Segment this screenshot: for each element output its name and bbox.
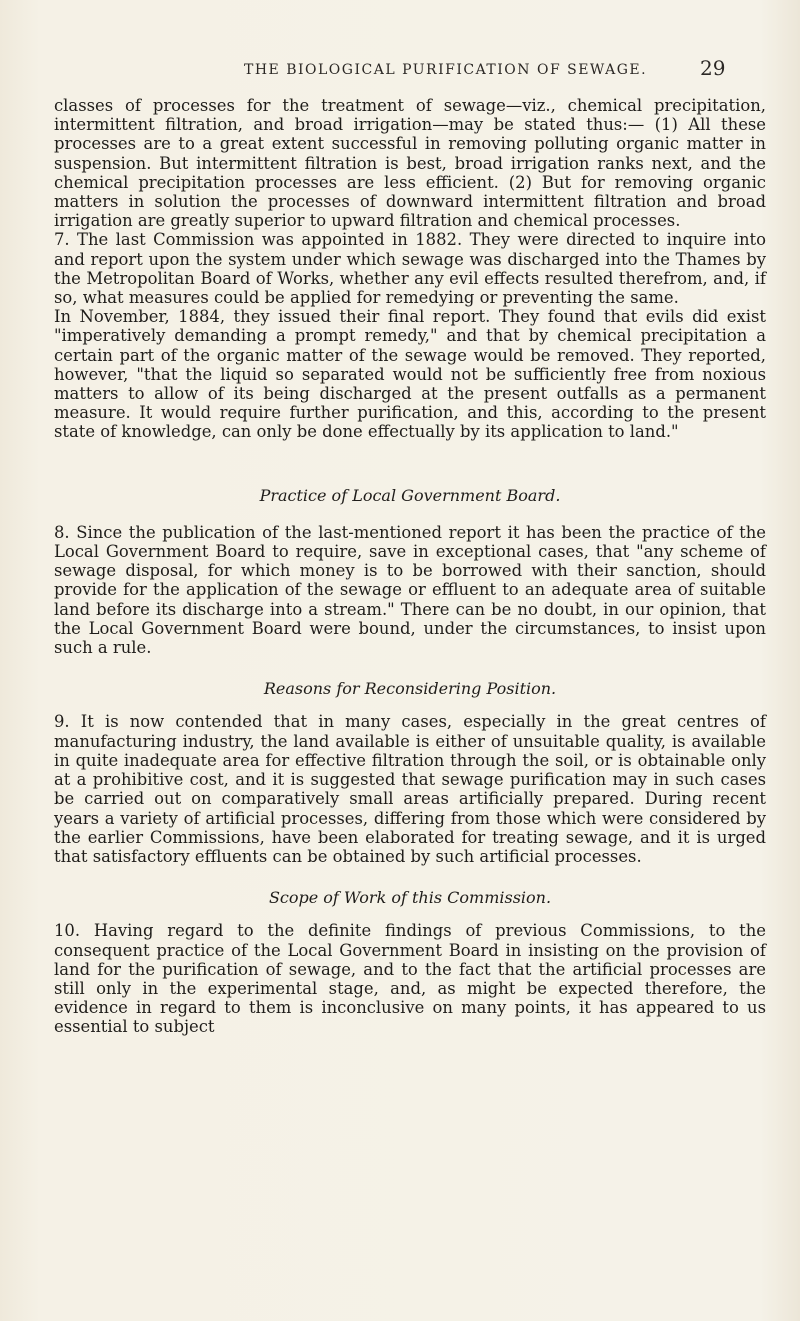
paragraph-10: 10. Having regard to the definite findings of previous Commissions, to the consequent practice of the Local Government Board in insisting on the provision of land for the purification of sewage, and to the fact that the artificial processes are still only in the experimental stage, and, as might be expected therefore, the evidence in regard to them is inconclusive on many points, it has appeared to us essential to subject [54, 921, 766, 1037]
section-heading-reasons: Reasons for Reconsidering Position. [263, 679, 557, 699]
section-heading-practice: Practice of Local Government Board. [259, 485, 561, 505]
page-number: 29 [700, 56, 726, 80]
paragraph-classes-of-processes: classes of processes for the treatment of sewage—viz., chemical precipitation, intermittent filtration, and broad irrigation—may be stated thus:— (1) All these processes are to a great extent successful in removing polluting organic matter in suspension. But intermittent filtration is best, broad irrigation ranks next, and the chemical precipitation processes are less efficient. (2) But for removing organic matters in solution the processes of downward intermittent filtration and broad irrigation are greatly superior to upward filtration and chemical processes. [54, 96, 766, 231]
body-text [54, 96, 766, 1037]
paragraph-7: 7. The last Commission was appointed in 1882. They were directed to inquire into and report upon the system under which sewage was discharged into the Thames by the Metropolitan Board of Works, whether any evil effects resulted therefrom, and, if so, what measures could be applied for remedying or preventing the same. [54, 230, 766, 308]
running-title: THE BIOLOGICAL PURIFICATION OF SEWAGE. [244, 62, 648, 78]
section-heading-scope: Scope of Work of this Commission. [268, 888, 552, 908]
paragraph-9: 9. It is now contended that in many cases, especially in the great centres of manufacturing industry, the land available is either of unsuitable quality, is available in quite inadequate area for effective filtration through the soil, or is obtainable only at a prohibitive cost, and it is suggested that sewage purification may in such cases be carried out on comparatively small areas artificially prepared. During recent years a variety of artificial processes, differing from those which were considered by the earlier Commissions, have been elaborated for treating sewage, and it is urged that satisfactory effluents can be obtained by such artificial processes. [54, 712, 766, 866]
paragraph-november-1884: In November, 1884, they issued their final report. They found that evils did exist "imperatively demanding a prompt remedy," and that by chemical precipitation a certain part of the organic matter of the sewage would be removed. They reported, however, "that the liquid so separated would not be sufficiently free from noxious matters to allow of its being discharged at the present outfalls as a permanent measure. It would require further purification, and this, according to the present state of knowledge, can only be done effectually by its application to land." [54, 307, 766, 442]
paragraph-8: 8. Since the publication of the last-mentioned report it has been the practice of the Local Government Board to require, save in exceptional cases, that "any scheme of sewage disposal, for which money is to be borrowed with their sanction, should provide for the application of the sewage or effluent to an adequate area of suitable land before its discharge into a stream." There can be no doubt, in our opinion, that the Local Government Board were bound, under the circumstances, to insist upon such a rule. [54, 522, 766, 658]
